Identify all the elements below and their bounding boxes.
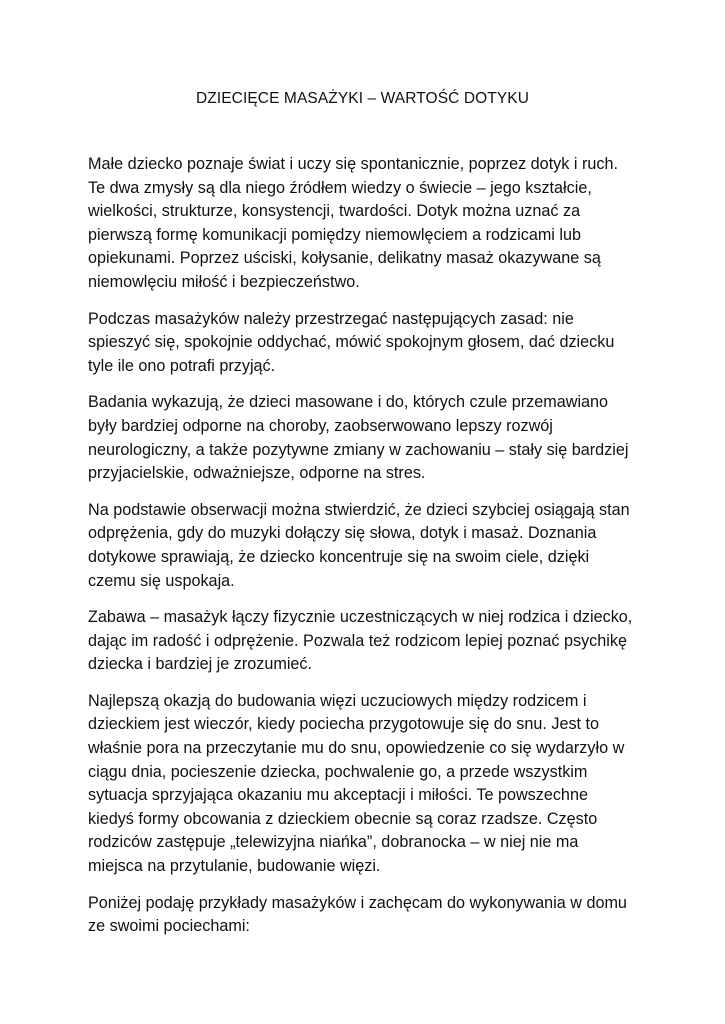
- paragraph-examples-intro: Poniżej podaję przykłady masażyków i zachęcam do wykonywania w domu ze swoimi pociechami:: [88, 893, 627, 936]
- paragraph-touch-intro: Małe dziecko poznaje świat i uczy się spontanicznie, poprzez dotyk i ruch. Te dwa zmysły są dla niego źródłem wiedzy o świecie – jego kształcie, wielkości, strukturze, konsystencji, twardości. Dotyk można uznać za pierwszą formę komunikacji pomiędzy niemowlęciem a rodzicami lub opiekunami. Poprzez uściski, kołysanie, delikatny masaż okazywane są niemowlęciu miłość i bezpieczeństwo.: [88, 155, 618, 291]
- paragraph-play-massage: Zabawa – masażyk łączy fizycznie uczestniczących w niej rodzica i dziecko, dając im radość i odprężenie. Pozwala też rodzicom lepiej poznać psychikę dziecka i bardziej je zrozumieć.: [88, 608, 633, 674]
- document-title: DZIECIĘCE MASAŻYKI – WARTOŚĆ DOTYKU: [195, 90, 530, 107]
- paragraph-evening-bonding: Najlepszą okazją do budowania więzi uczuciowych między rodzicem i dzieckiem jest wieczór, kiedy pociecha przygotowuje się do snu. Jest to właśnie pora na przeczytanie mu do snu, opowiedzenie co się wydarzyło w ciągu dnia, pocieszenie dziecka, pochwalenie go, a przede wszystkim sytuacja sprzyjająca okazaniu mu akceptacji i miłości. Te powszechne kiedyś formy obcowania z dzieckiem obecnie są coraz rzadsze. Często rodziców zastępuje „telewizyjna niańka”, dobranocka – w niej nie ma miejsca na przytulanie, budowanie więzi.: [88, 691, 625, 876]
- document-body: [88, 153, 633, 952]
- paragraph-research: Badania wykazują, że dzieci masowane i do, których czule przemawiano były bardziej odporne na choroby, zaobserwowano lepszy rozwój neurologiczny, a także pozytywne zmiany w zachowaniu – stały się bardziej przyjacielskie, odważniejsze, odporne na stres.: [88, 393, 629, 483]
- paragraph-massage-rules: Podczas masażyków należy przestrzegać następujących zasad: nie spieszyć się, spokojnie oddychać, mówić spokojnym głosem, dać dziecku tyle ile ono potrafi przyjąć.: [88, 309, 615, 375]
- paragraph-observations: Na podstawie obserwacji można stwierdzić, że dzieci szybciej osiągają stan odprężenia, gdy do muzyki dołączy się słowa, dotyk i masaż. Doznania dotykowe sprawiają, że dziecko koncentruje się na swoim ciele, dzięki czemu się uspokaja.: [88, 500, 630, 590]
